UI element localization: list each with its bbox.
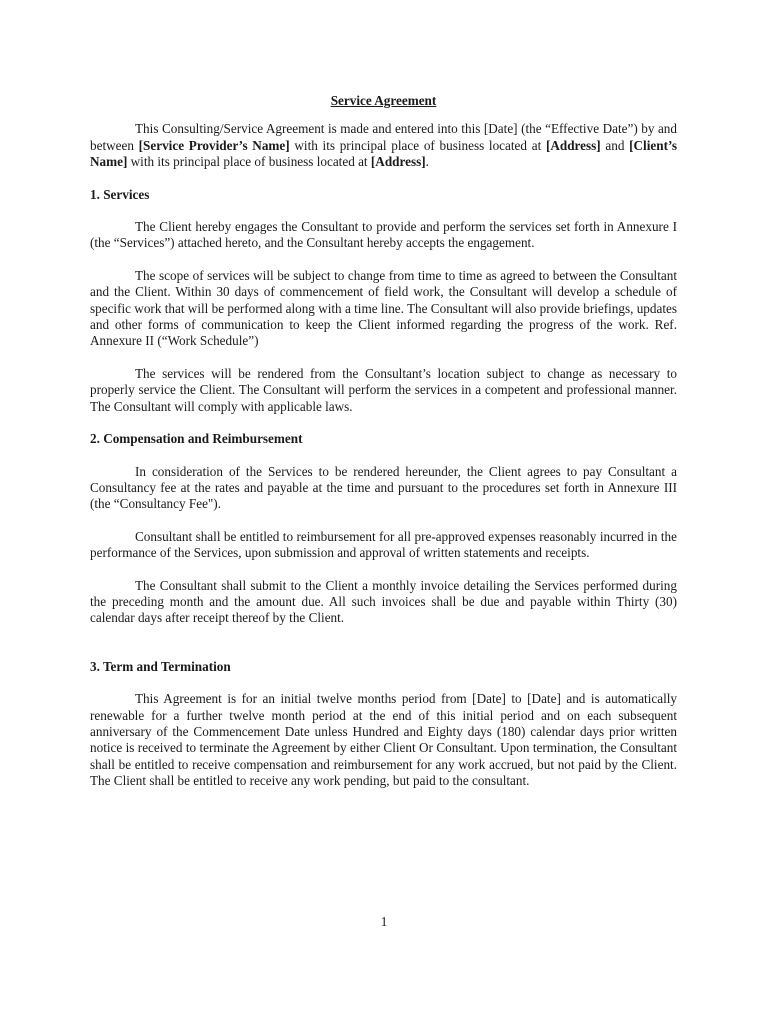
page-number: 1 bbox=[380, 914, 388, 929]
intro-text: and bbox=[600, 137, 630, 153]
provider-address-placeholder: [Address] bbox=[545, 137, 601, 153]
intro-text: This Consulting/Service Agreement is made and entered into this [Date] (the “Effective Date”) by and between bbox=[90, 121, 677, 153]
services-paragraph: The services will be rendered from the Consultant’s location subject to change as necessary to properly service the Client. The Consultant will perform the services in a competent and professional manner. The Consultant will comply with applicable laws. bbox=[90, 365, 677, 414]
section-heading-term: 3. Term and Termination bbox=[90, 658, 231, 674]
section-heading-services: 1. Services bbox=[90, 186, 150, 202]
client-address-placeholder: [Address] bbox=[370, 154, 426, 170]
document-body bbox=[90, 93, 677, 806]
service-provider-name-placeholder: [Service Provider’s Name] bbox=[138, 137, 290, 153]
compensation-paragraph: Consultant shall be entitled to reimbursement for all pre-approved expenses reasonably incurred in the performance of the Services, upon submission and approval of written statements and receipts. bbox=[90, 528, 677, 561]
services-paragraph: The Client hereby engages the Consultant to provide and perform the services set forth in Annexure I (the “Services”) attached hereto, and the Consultant hereby accepts the engagement. bbox=[90, 219, 677, 251]
section-heading-compensation: 2. Compensation and Reimbursement bbox=[90, 431, 303, 447]
compensation-paragraph: In consideration of the Services to be rendered hereunder, the Client agrees to pay Consultant a Consultancy fee at the rates and payable at the time and pursuant to the procedures set forth in Annexure III (the “Consultancy Fee"). bbox=[90, 463, 677, 512]
intro-text: with its principal place of business located at bbox=[289, 137, 546, 153]
intro-paragraph bbox=[90, 121, 677, 170]
intro-text: . bbox=[425, 154, 429, 170]
compensation-paragraph: The Consultant shall submit to the Client a monthly invoice detailing the Services performed during the preceding month and the amount due. All such invoices shall be due and payable within Thirty (30) calendar days after receipt thereof by the Client. bbox=[90, 577, 677, 626]
client-name-placeholder: [Client’s Name] bbox=[90, 137, 677, 170]
services-paragraph: The scope of services will be subject to change from time to time as agreed to between the Consultant and the Client. Within 30 days of commencement of field work, the Consultant will develop a schedule of specific work that will be performed along with a time line. The Consultant will also provide briefings, updates and other forms of communication to keep the Client informed regarding the progress of the work. Ref. Annexure II (“Work Schedule”) bbox=[90, 267, 677, 349]
document-title: Service Agreement bbox=[330, 93, 437, 108]
term-paragraph: This Agreement is for an initial twelve months period from [Date] to [Date] and is automatically renewable for a further twelve month period at the end of this initial period and on each subsequent anniversary of the Commencement Date unless Hundred and Eighty days (180) calendar days prior written notice is received to terminate the Agreement by either Client Or Consultant. Upon termination, the Consultant shall be entitled to receive compensation and reimbursement for any work accrued, but not paid by the Client. The Client shall be entitled to receive any work pending, but paid to the consultant. bbox=[90, 691, 677, 789]
intro-text: with its principal place of business located at bbox=[127, 154, 371, 170]
